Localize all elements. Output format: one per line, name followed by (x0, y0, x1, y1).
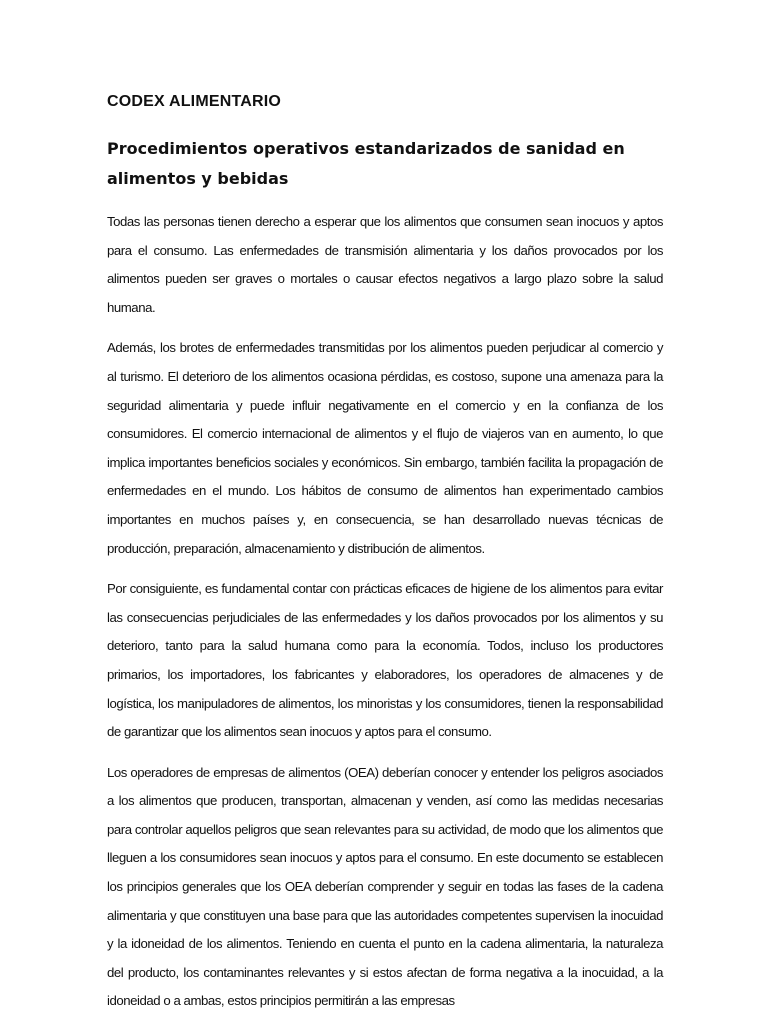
paragraph: Además, los brotes de enfermedades transmitidas por los alimentos pueden perjudicar al comercio y al turismo. El deterioro de los alimentos ocasiona pérdidas, es costoso, supone una amenaza para la seguridad alimentaria y puede influir negativamente en el comercio y en la confianza de los consumidores. El comercio internacional de alimentos y el flujo de viajeros van en aumento, lo que implica importantes beneficios sociales y económicos. Sin embargo, también facilita la propagación de enfermedades en el mundo. Los hábitos de consumo de alimentos han experimentado cambios importantes en muchos países y, en consecuencia, se han desarrollado nuevas técnicas de producción, preparación, almacenamiento y distribución de alimentos. (107, 340, 663, 556)
document-page (107, 92, 663, 1009)
paragraph: Los operadores de empresas de alimentos (OEA) deberían conocer y entender los peligros asociados a los alimentos que producen, transportan, almacenan y venden, así como las medidas necesarias para controlar aquellos peligros que sean relevantes para su actividad, de modo que los alimentos que lleguen a los consumidores sean inocuos y aptos para el consumo. En este documento se establecen los principios generales que los OEA deberían comprender y seguir en todas las fases de la cadena alimentaria y que constituyen una base para que las autoridades competentes supervisen la inocuidad y la idoneidad de los alimentos. Teniendo en cuenta el punto en la cadena alimentaria, la naturaleza del producto, los contaminantes relevantes y si estos afectan de forma negativa a la inocuidad, a la idoneidad o a ambas, estos principios permitirán a las empresas (107, 764, 663, 1009)
document-title: CODEX ALIMENTARIO (107, 93, 282, 110)
paragraph: Por consiguiente, es fundamental contar con prácticas eficaces de higiene de los alimentos para evitar las consecuencias perjudiciales de las enfermedades y los daños provocados por los alimentos y su deterioro, tanto para la salud humana como para la economía. Todos, incluso los productores primarios, los importadores, los fabricantes y elaboradores, los operadores de almacenes y de logística, los manipuladores de alimentos, los minoristas y los consumidores, tienen la responsabilidad de garantizar que los alimentos sean inocuos y aptos para el consumo. (107, 581, 663, 740)
document-subtitle: Procedimientos operativos estandarizados de sanidad en alimentos y bebidas (107, 139, 625, 188)
paragraph: Todas las personas tienen derecho a esperar que los alimentos que consumen sean inocuos y aptos para el consumo. Las enfermedades de transmisión alimentaria y los daños provocados por los alimentos pueden ser graves o mortales o causar efectos negativos a largo plazo sobre la salud humana. (107, 214, 663, 315)
